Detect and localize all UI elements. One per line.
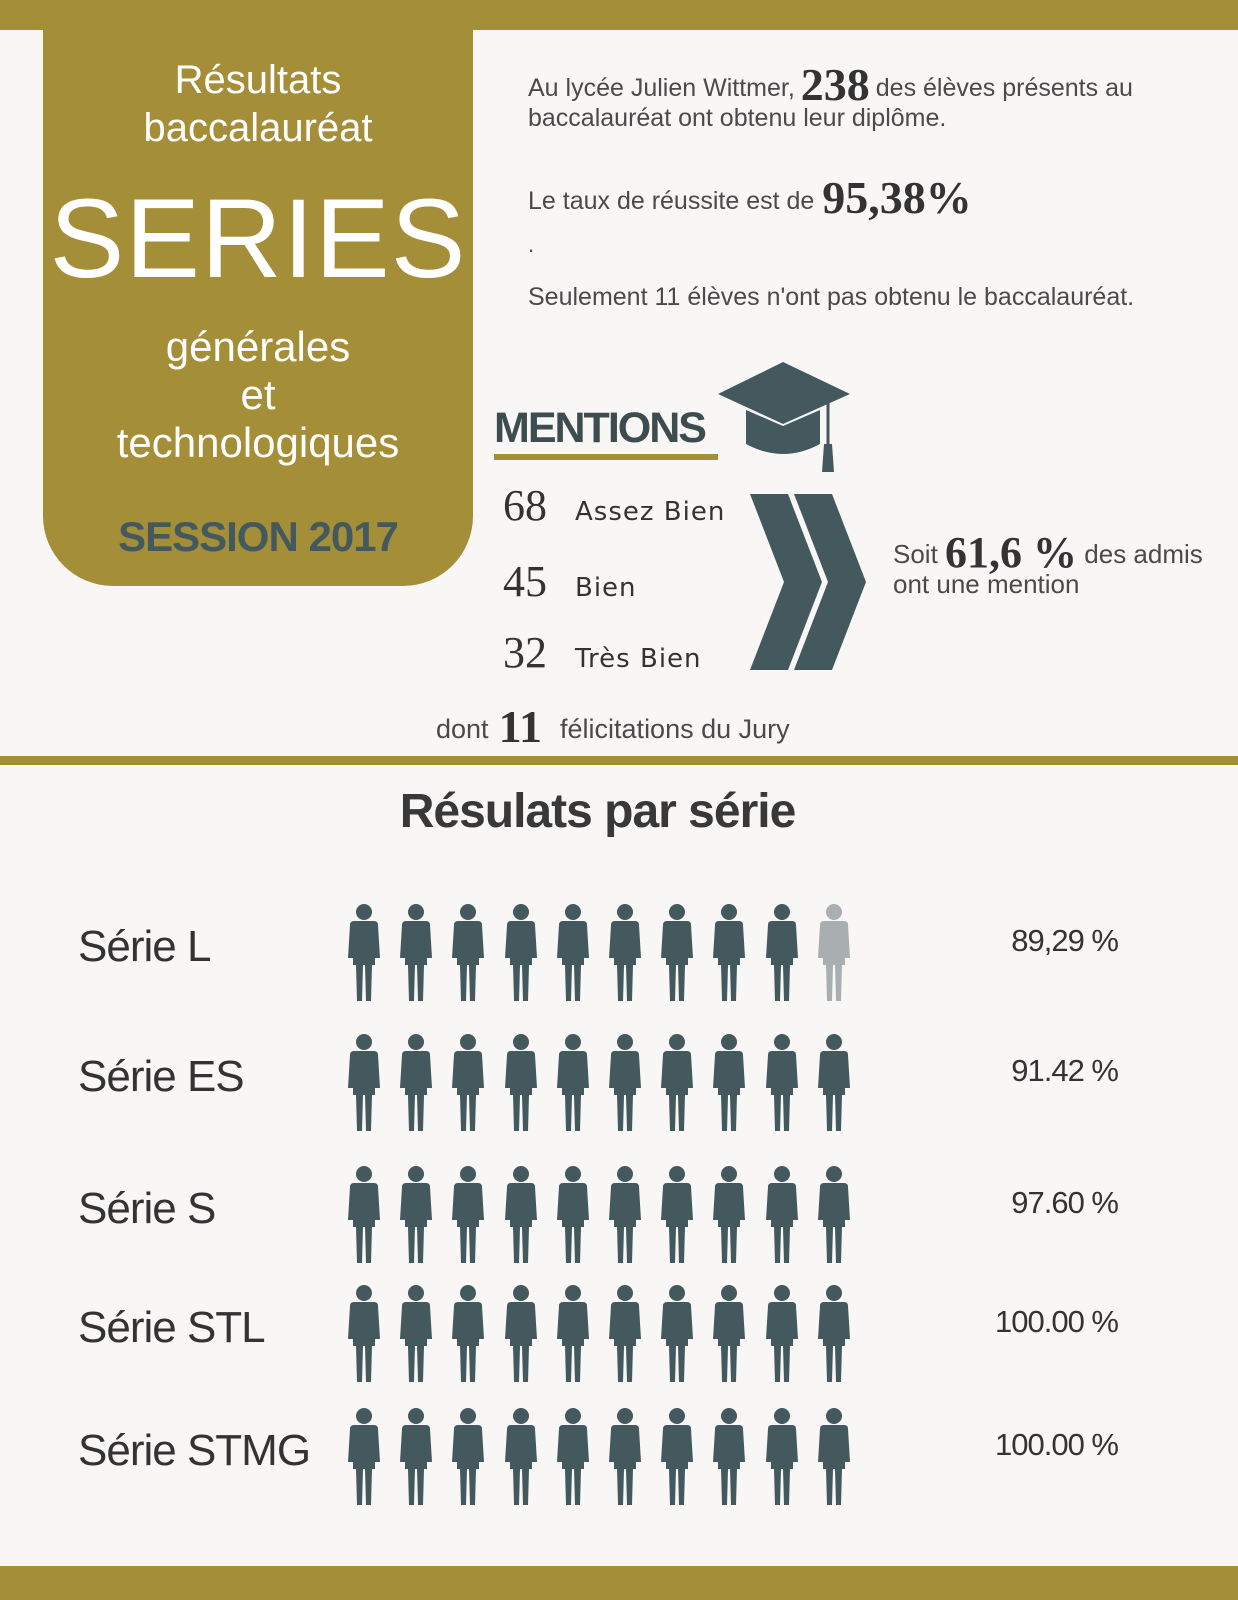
person-icon-passed — [501, 903, 541, 1003]
success-rate: Le taux de réussite est de 95,38% — [528, 172, 972, 223]
person-icon-passed — [344, 1165, 384, 1265]
person-icon-passed — [709, 1165, 749, 1265]
person-icon-passed — [657, 1284, 697, 1384]
person-icon-passed — [448, 1033, 488, 1133]
person-icon-passed — [605, 1165, 645, 1265]
person-icon-passed — [344, 1033, 384, 1133]
results-title: Résulats par série — [399, 785, 796, 838]
series-row — [0, 1284, 1238, 1384]
person-icon-passed — [396, 903, 436, 1003]
person-icon-failed — [814, 903, 854, 1003]
title-text: Résultats baccalauréat — [143, 58, 373, 150]
jury-congrats-count: 11 — [498, 701, 543, 752]
person-icon-passed — [657, 1033, 697, 1133]
series-name: Série STMG — [78, 1426, 311, 1475]
series-percent: 89,29 % — [1011, 923, 1118, 958]
person-icon-passed — [762, 903, 802, 1003]
person-icon-passed — [448, 1165, 488, 1265]
mention-share-value: 61,6 % — [945, 528, 1078, 577]
series-percent: 91.42 % — [1011, 1053, 1118, 1088]
series-percent: 100.00 % — [995, 1427, 1118, 1462]
series-row — [0, 1165, 1238, 1265]
jury-congrats: dont 11 félicitations du Jury — [436, 701, 790, 752]
mention-assez-bien: 68 Assez Bien — [503, 481, 726, 530]
mentions-title: MENTIONS — [494, 404, 705, 452]
title-panel — [43, 30, 473, 586]
person-icon-passed — [553, 1165, 593, 1265]
person-icon-passed — [501, 1165, 541, 1265]
top-banner — [0, 0, 1238, 30]
person-icon-passed — [396, 1165, 436, 1265]
person-icon-passed — [553, 903, 593, 1003]
person-icon-passed — [709, 1284, 749, 1384]
person-icon-passed — [814, 1284, 854, 1384]
person-icon-passed — [605, 1284, 645, 1384]
person-icon-passed — [501, 1284, 541, 1384]
person-icon-passed — [657, 1407, 697, 1507]
person-icon-passed — [448, 903, 488, 1003]
person-icon-passed — [605, 1033, 645, 1133]
person-icon-passed — [396, 1033, 436, 1133]
series-percent: 97.60 % — [1011, 1185, 1118, 1220]
series-name: Série L — [78, 922, 211, 971]
section-divider — [0, 756, 1238, 765]
big-title: SERIES — [49, 176, 467, 301]
person-icon-passed — [709, 903, 749, 1003]
person-icon-passed — [762, 1407, 802, 1507]
series-name: Série ES — [78, 1052, 244, 1101]
series-name: Série S — [78, 1184, 216, 1233]
mention-bien: 45 Bien — [503, 557, 637, 606]
person-icon-passed — [605, 1407, 645, 1507]
double-chevron-icon — [750, 494, 870, 670]
person-icon-passed — [396, 1407, 436, 1507]
stray-dot: . — [528, 232, 535, 257]
bottom-banner — [0, 1566, 1238, 1600]
person-icon-passed — [657, 903, 697, 1003]
person-icon-passed — [344, 1284, 384, 1384]
series-row — [0, 1407, 1238, 1507]
subtitle: générales et technologiques — [116, 323, 400, 466]
series-row — [0, 1033, 1238, 1133]
person-icon-passed — [344, 903, 384, 1003]
series-percent: 100.00 % — [995, 1304, 1118, 1339]
person-icon-passed — [553, 1407, 593, 1507]
graduation-cap-icon — [716, 360, 856, 475]
person-icon-passed — [657, 1165, 697, 1265]
person-icon-passed — [814, 1407, 854, 1507]
person-icon-passed — [448, 1284, 488, 1384]
mentions-underline — [494, 454, 718, 460]
admitted-summary: Au lycée Julien Wittmer, 238 des élèves présents au baccalauréat ont obtenu leur diplôme. — [528, 59, 1133, 132]
person-icon-passed — [762, 1033, 802, 1133]
person-icon-passed — [814, 1033, 854, 1133]
admitted-count: 238 — [800, 59, 870, 110]
session-label: SESSION 2017 — [118, 513, 398, 560]
person-icon-passed — [709, 1033, 749, 1133]
mention-share: Soit 61,6 % des admis ont une mention — [893, 528, 1203, 599]
mention-tres-bien: 32 Très Bien — [503, 628, 702, 677]
person-icon-passed — [709, 1407, 749, 1507]
person-icon-passed — [396, 1284, 436, 1384]
person-icon-passed — [553, 1284, 593, 1384]
failed-summary: Seulement 11 élèves n'ont pas obtenu le baccalauréat. — [528, 283, 1135, 311]
person-icon-passed — [762, 1284, 802, 1384]
person-icon-passed — [344, 1407, 384, 1507]
person-icon-passed — [605, 903, 645, 1003]
person-icon-passed — [553, 1033, 593, 1133]
person-icon-passed — [762, 1165, 802, 1265]
person-icon-passed — [501, 1407, 541, 1507]
person-icon-passed — [814, 1165, 854, 1265]
person-icon-passed — [448, 1407, 488, 1507]
success-rate-value: 95,38% — [822, 172, 972, 223]
series-name: Série STL — [78, 1303, 265, 1352]
series-row — [0, 903, 1238, 1003]
person-icon-passed — [501, 1033, 541, 1133]
